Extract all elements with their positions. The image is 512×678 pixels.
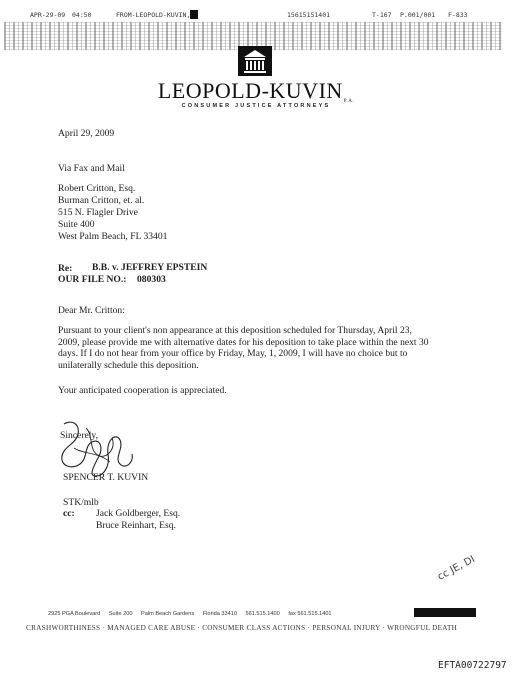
body-line: Pursuant to your client's non appearance at this deposition scheduled for Thursday, April 23, <box>58 325 412 336</box>
redaction-block <box>190 10 198 19</box>
fax-fnum: F-833 <box>448 11 468 19</box>
cc-label: cc: <box>63 508 75 519</box>
building-logo-icon <box>238 46 272 76</box>
body-paragraph <box>58 325 429 371</box>
body-line: unilaterally schedule this deposition. <box>58 359 199 371</box>
body-line: 2009, please provide me with alternative dates for his deposition to take place within the next 30 <box>58 336 429 348</box>
firm-tagline: CONSUMER JUSTICE ATTORNEYS <box>181 103 331 109</box>
file-label: OUR FILE NO.: <box>58 274 127 285</box>
document-id: EFTA00722797 <box>438 660 507 671</box>
handwritten-note: cc JE, DI <box>436 554 477 583</box>
firm-name: LEOPOLD-KUVINP.A. <box>157 78 355 104</box>
recipient-line: West Palm Beach, FL 33401 <box>58 231 168 242</box>
footer-address: 2925 PGA Boulevard Suite 200 Palm Beach Gardens Florida 33410 561.515.1400 fax 561.515.1401 <box>48 611 332 617</box>
fax-header <box>0 8 512 22</box>
signoff: Sincerely, <box>60 430 99 441</box>
cc-recipient: Jack Goldberger, Esq. <box>96 508 181 519</box>
recipient-line: Suite 400 <box>58 219 95 230</box>
recipient-line: Robert Critton, Esq. <box>58 183 136 194</box>
file-number: 080303 <box>137 274 166 285</box>
fax-tx: T-167 <box>372 11 392 19</box>
re-value: B.B. v. JEFFREY EPSTEIN <box>92 262 208 273</box>
fax-page: P.001/001 <box>400 11 436 19</box>
body-line: days. If I do not hear from your office by Friday, May, 1, 2009, I will have no choice but to <box>58 348 408 359</box>
recipient-line: 515 N. Flagler Drive <box>58 207 138 218</box>
firm-suffix: P.A. <box>343 99 355 104</box>
fax-phone: 15615151401 <box>287 11 331 19</box>
cc-recipient: Bruce Reinhart, Esq. <box>96 520 176 531</box>
recipient-line: Burman Critton, et. al. <box>58 195 145 206</box>
letter-date: April 29, 2009 <box>58 128 115 139</box>
delivery-method: Via Fax and Mail <box>58 163 125 174</box>
footer-practice-areas: CRASHWORTHINESS · MANAGED CARE ABUSE · CONSUMER CLASS ACTIONS · PERSONAL INJURY · WRONGFUL DEATH <box>26 624 458 632</box>
typist-initials: STK/mlb <box>63 497 99 508</box>
fax-time: 04:50 <box>72 11 92 19</box>
salutation: Dear Mr. Critton: <box>58 305 125 316</box>
fax-from: FROM-LEOPOLD-KUVIN, <box>116 11 191 19</box>
closing-line: Your anticipated cooperation is appreciated. <box>58 385 227 396</box>
redaction-block <box>414 608 476 617</box>
fax-date: APR-29-09 <box>30 11 66 19</box>
signer-name: SPENCER T. KUVIN <box>63 472 149 483</box>
re-label: Re: <box>58 263 73 274</box>
